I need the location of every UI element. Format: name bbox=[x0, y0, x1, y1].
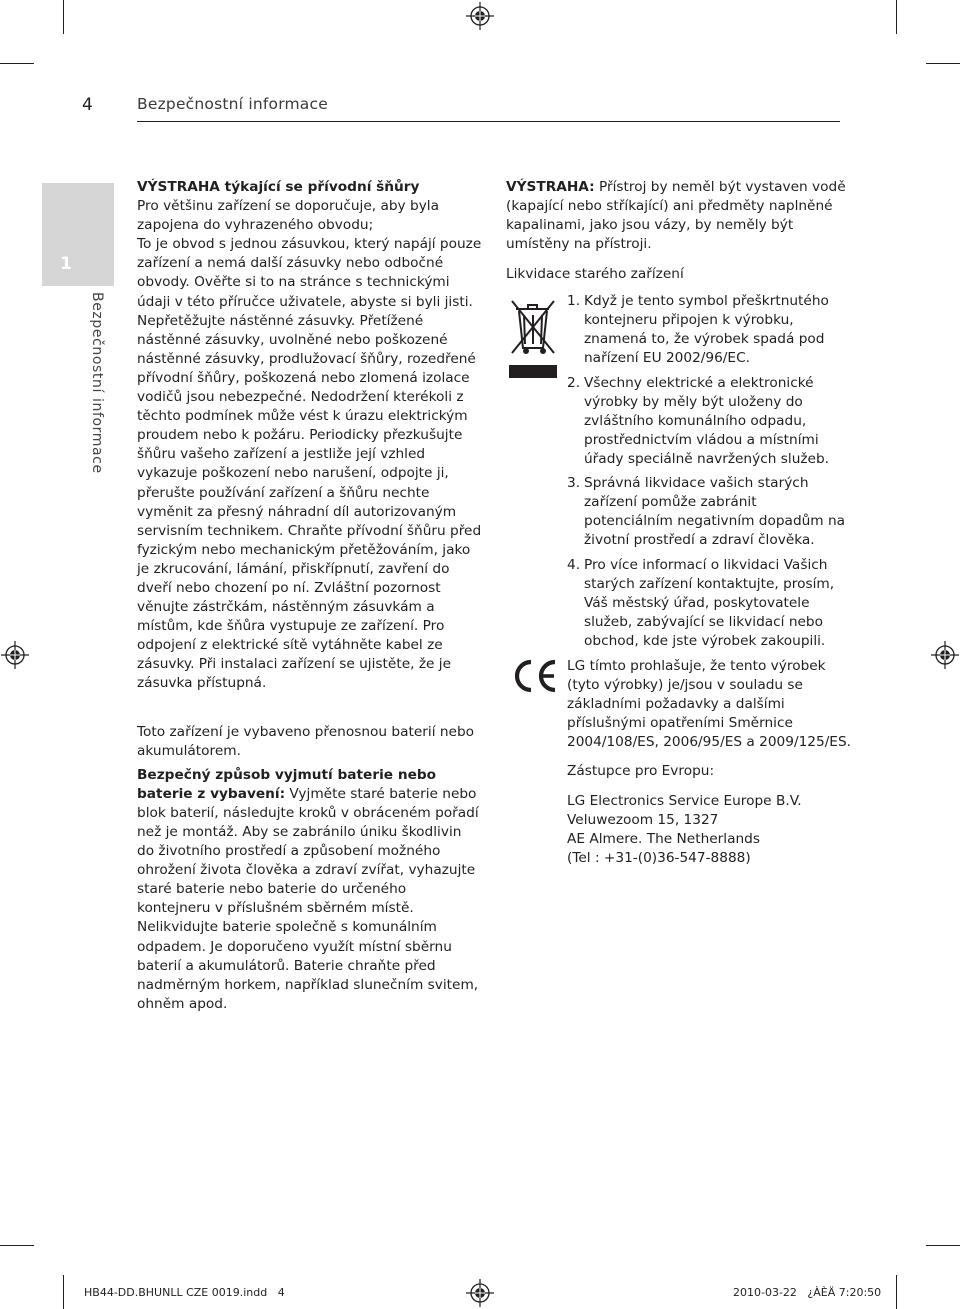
list-item-text: Pro více informací o likvidaci Vašich starých zařízení kontaktujte, prosím, Váš městský úřad, poskytovatele služeb, zabývající se likvidací nebo obchod, kde jste výrobek zakoupili. bbox=[584, 557, 835, 650]
battery-text: Vyjměte staré baterie nebo blok baterií, následujte kroků v obráceném pořadí než je montáž. Aby se zabránilo úniku škodlivin do životního prostředí a způsobení možného ohrožení života člověka a zdraví zvířat, vyhazujte staré baterie nebo baterie do určeného kontejneru v příslušném sběrném místě. Nelikvidujte baterie společně s komunálním odpadem. Je doporučeno využít místní sběrnu baterií a akumulátorů. Baterie chraňte před nadměrným horkem, například slunečním svitem, ohněm apod. bbox=[137, 785, 479, 1012]
crop-mark-bottom-left-h bbox=[0, 1245, 34, 1246]
water-warning bbox=[506, 178, 851, 254]
registration-mark-icon bbox=[466, 2, 494, 30]
footer-file-name: HB44-DD.BHUNLL CZE 0019.indd 4 bbox=[84, 1286, 285, 1299]
ce-mark-icon bbox=[509, 658, 559, 694]
paragraph: To je obvod s jednou zásuvkou, který napájí pouze zařízení a nemá další zásuvky nebo odbočné obvody. Ověřte si to na stránce s technickými údaji v této příručce uživatele, abyste si byli jisti. Nepřetěžujte nástěnné zásuvky. Přetížené nástěnné zásuvky, uvolněné nebo poškozené nástěnné zásuvky, prodlužovací šňůry, rozedřené přívodní šňůry, poškozená nebo zlomená izolace vodičů jsou nebezpečné. Nedodržení kterékoli z těchto podmínek může vést k úrazu elektrickým proudem nebo k požáru. Periodicky přezkušujte šňůru vašeho zařízení a jestliže její vzhled vykazuje poškození nebo narušení, odpojte ji, přerušte používání zařízení a šňůru nechte vyměnit za přesný náhradní díl autorizovaným servisním technikem. Chraňte přívodní šňůru před fyzickým nebo mechanickým přetěžováním, jako je zkrucování, lámání, přiskřípnutí, zavření do dveří nebo chození po ní. Zvláštní pozornost věnujte zástrčkám, nástěnným zásuvkám a místům, kde šňůra vystupuje ze zařízení. Pro odpojení z elektrické sítě vytáhněte kabel ze zásuvky. Při instalaci zařízení se ujistěte, že je zásuvka přístupná. bbox=[137, 236, 482, 692]
crossed-out-wheeled-bin-icon bbox=[507, 293, 559, 379]
representative-label: Zástupce pro Evropu: bbox=[567, 763, 715, 780]
disposal-title: Likvidace starého zařízení bbox=[506, 266, 684, 283]
crop-mark-bottom-right-h bbox=[926, 1245, 960, 1246]
ce-declaration bbox=[567, 657, 852, 868]
address-line: AE Almere. The Netherlands bbox=[567, 830, 760, 847]
crop-mark-top-right-h bbox=[926, 63, 960, 64]
registration-mark-icon bbox=[931, 641, 959, 669]
list-item-number: 1. bbox=[567, 293, 581, 309]
registration-mark-icon bbox=[1, 641, 29, 669]
list-item-text: Všechny elektrické a elektronické výrobky by měly být uloženy do zvláštního komunálního odpadu, prostřednictvím vládou a místními úřady speciálně navržených služeb. bbox=[584, 375, 830, 468]
crop-mark-top-right bbox=[896, 0, 897, 34]
paragraph: Toto zařízení je vybaveno přenosnou baterií nebo akumulátorem. bbox=[137, 723, 475, 759]
battery-paragraph bbox=[137, 766, 482, 1014]
section-title: Bezpečnostní informace bbox=[137, 95, 328, 113]
list-item-text: Když je tento symbol přeškrtnutého kontejneru připojen k výrobku, znamená to, že výrobek spadá pod nařízení EU 2002/96/EC. bbox=[584, 293, 829, 367]
ce-declaration-text: LG tímto prohlašuje, že tento výrobek (tyto výrobky) je/jsou v souladu se základními požadavky a dalšími příslušnými opatřeními Směrnice 2004/108/ES, 2006/95/ES a 2009/125/ES. bbox=[567, 658, 851, 751]
crop-mark-top-left bbox=[63, 0, 64, 34]
crop-mark-top-left-h bbox=[0, 63, 34, 64]
header-divider bbox=[137, 121, 840, 122]
address-line: Veluwezoom 15, 1327 bbox=[567, 811, 719, 828]
crop-mark-bottom-left bbox=[63, 1275, 64, 1309]
battery-heading: Bezpečný způsob vyjmutí baterie nebo baterie z vybavení: bbox=[137, 766, 437, 802]
right-column bbox=[506, 178, 851, 284]
chapter-number: 1 bbox=[60, 254, 72, 274]
paragraph: Pro většinu zařízení se doporučuje, aby byla zapojena do vyhrazeného obvodu; bbox=[137, 198, 439, 234]
power-cord-warning-heading: VÝSTRAHA týkající se přívodní šňůry bbox=[137, 179, 420, 195]
address-line: (Tel : +31-(0)36-547-8888) bbox=[567, 849, 751, 866]
registration-mark-icon bbox=[466, 1279, 494, 1307]
page-number: 4 bbox=[82, 95, 93, 115]
address-line: LG Electronics Service Europe B.V. bbox=[567, 792, 802, 809]
list-item-text: Správná likvidace vašich starých zařízení pomůže zabránit potenciálním negativním dopadům na životní prostředí a zdraví člověka. bbox=[584, 475, 846, 549]
list-item-number: 4. bbox=[567, 557, 581, 573]
crop-mark-bottom-right bbox=[896, 1275, 897, 1309]
chapter-label: Bezpečnostní informace bbox=[89, 292, 105, 474]
warning-text: Přístroj by neměl být vystaven vodě (kapající nebo stříkající) ani předměty naplněné kapalinami, jako jsou vázy, by neměly být umístěny na přístroji. bbox=[506, 179, 846, 253]
warning-label: VÝSTRAHA: bbox=[506, 179, 595, 195]
left-column bbox=[137, 178, 482, 1014]
footer-timestamp: 2010-03-22 ¿ÀÈÄ 7:20:50 bbox=[733, 1286, 882, 1299]
list-item-number: 2. bbox=[567, 375, 581, 391]
list-item-number: 3. bbox=[567, 475, 581, 491]
